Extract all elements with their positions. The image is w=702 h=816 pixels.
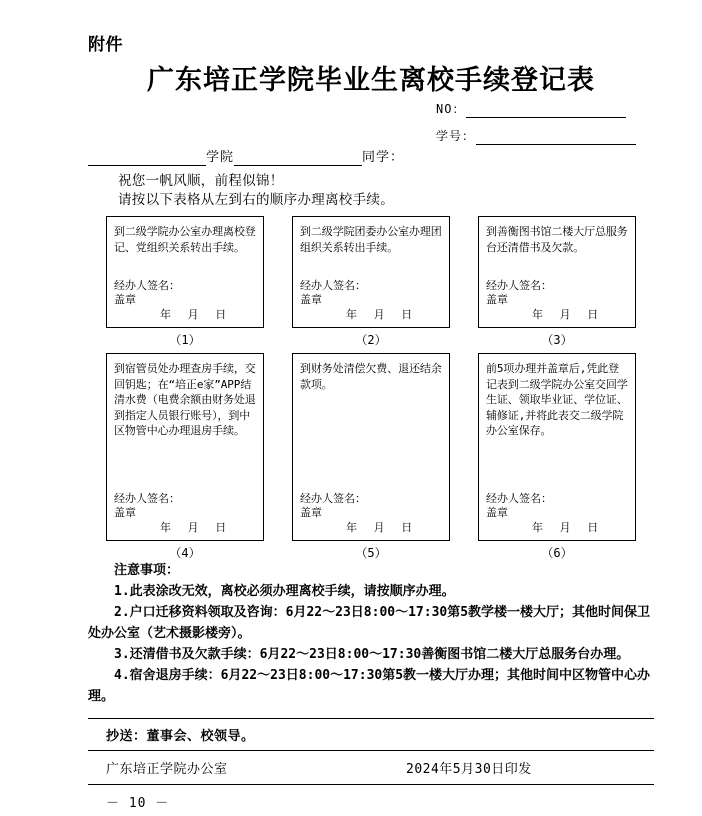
procedure-box-4[interactable] bbox=[106, 353, 264, 541]
signature-block-4 bbox=[114, 492, 256, 536]
issuer-name: 广东培正学院办公室 bbox=[106, 762, 228, 777]
procedure-body-5: 到财务处清偿欠费、退还结余款项。 bbox=[300, 362, 442, 391]
field-student-id-input-rule[interactable] bbox=[476, 131, 636, 145]
student-word: 同学： bbox=[362, 150, 405, 165]
procedure-box-5[interactable] bbox=[292, 353, 450, 541]
college-student-line bbox=[88, 146, 404, 166]
field-student-id bbox=[436, 127, 686, 145]
date-label-6: 年 月 日 bbox=[532, 520, 604, 534]
signature-label-1: 经办人签名： bbox=[114, 278, 180, 292]
procedure-body-1: 到二级学院办公室办理离校登记、党组织关系转出手续。 bbox=[114, 225, 256, 254]
notes-section bbox=[88, 560, 654, 707]
date-label-2: 年 月 日 bbox=[346, 307, 418, 321]
note-item-1: 1.此表涂改无效，离校必须办理离校手续，请按顺序办理。 bbox=[114, 584, 455, 599]
procedure-number-5: （5） bbox=[355, 546, 387, 560]
date-label-1: 年 月 日 bbox=[160, 307, 232, 321]
procedure-number-1: （1） bbox=[169, 333, 201, 347]
signature-label-6: 经办人签名： bbox=[486, 491, 552, 505]
field-no-input-rule[interactable] bbox=[466, 104, 626, 118]
issue-date: 2024年5月30日印发 bbox=[406, 762, 532, 777]
date-label-3: 年 月 日 bbox=[532, 307, 604, 321]
note-item-2: 2.户口迁移资料领取及咨询：6月22～23日8:00～17:30第5教学楼一楼大厅；其他时间保卫处办公室（艺术摄影楼旁）。 bbox=[88, 605, 651, 641]
procedure-box-6[interactable] bbox=[478, 353, 636, 541]
procedure-cell-1 bbox=[106, 216, 264, 348]
seal-label-3: 盖章 bbox=[486, 293, 508, 306]
procedure-cell-2 bbox=[292, 216, 450, 348]
procedure-box-1[interactable] bbox=[106, 216, 264, 328]
cc-line: 抄送：董事会、校领导。 bbox=[106, 729, 255, 744]
procedure-cell-3 bbox=[478, 216, 636, 348]
seal-label-6: 盖章 bbox=[486, 506, 508, 519]
procedure-cell-5 bbox=[292, 353, 450, 561]
issuer-line bbox=[88, 751, 654, 784]
document-footer bbox=[88, 718, 654, 811]
procedure-row-1 bbox=[106, 216, 636, 348]
signature-block-1 bbox=[114, 279, 256, 323]
procedure-row-2 bbox=[106, 353, 636, 561]
signature-block-6 bbox=[486, 492, 628, 536]
note-item-4: 4.宿舍退房手续：6月22～23日8:00～17:30第5教一楼大厅办理；其他时间中区物管中心办理。 bbox=[88, 668, 651, 704]
seal-label-2: 盖章 bbox=[300, 293, 322, 306]
signature-block-5 bbox=[300, 492, 442, 536]
note-item-3: 3.还清借书及欠款手续：6月22～23日8:00～17:30善衡图书馆二楼大厅总服务台办理。 bbox=[114, 647, 630, 662]
seal-label-1: 盖章 bbox=[114, 293, 136, 306]
procedure-number-3: （3） bbox=[541, 333, 573, 347]
procedure-number-2: （2） bbox=[355, 333, 387, 347]
procedure-cell-6 bbox=[478, 353, 636, 561]
procedure-grid bbox=[106, 216, 636, 561]
field-student-id-label: 学号： bbox=[436, 129, 476, 143]
procedure-cell-4 bbox=[106, 353, 264, 561]
greeting-block bbox=[118, 172, 394, 210]
seal-label-4: 盖章 bbox=[114, 506, 136, 519]
procedure-number-4: （4） bbox=[169, 546, 201, 560]
procedure-box-3[interactable] bbox=[478, 216, 636, 328]
signature-label-2: 经办人签名： bbox=[300, 278, 366, 292]
procedure-body-2: 到二级学院团委办公室办理团组织关系转出手续。 bbox=[300, 225, 442, 254]
procedure-number-6: （6） bbox=[541, 546, 573, 560]
page-title: 广东培正学院毕业生离校手续登记表 bbox=[147, 65, 595, 96]
attachment-label: 附件 bbox=[88, 35, 123, 55]
procedure-body-3: 到善衡图书馆二楼大厅总服务台还清借书及欠款。 bbox=[486, 225, 628, 254]
date-label-5: 年 月 日 bbox=[346, 520, 418, 534]
page-number: － 10 － bbox=[106, 796, 170, 811]
signature-label-4: 经办人签名： bbox=[114, 491, 180, 505]
procedure-box-2[interactable] bbox=[292, 216, 450, 328]
greeting-line-2: 请按以下表格从左到右的顺序办理离校手续。 bbox=[118, 192, 394, 208]
field-no bbox=[436, 100, 686, 118]
procedure-body-6: 前5项办理并盖章后,凭此登记表到二级学院办公室交回学生证、领取毕业证、学位证、辅修证,并将此表交二级学院办公室保存。 bbox=[486, 362, 628, 437]
greeting-line-1: 祝您一帆风顺，前程似锦！ bbox=[118, 173, 284, 189]
student-name-blank[interactable] bbox=[234, 151, 362, 166]
date-label-4: 年 月 日 bbox=[160, 520, 232, 534]
seal-label-5: 盖章 bbox=[300, 506, 322, 519]
signature-label-3: 经办人签名： bbox=[486, 278, 552, 292]
signature-label-5: 经办人签名： bbox=[300, 491, 366, 505]
signature-block-3 bbox=[486, 279, 628, 323]
id-fields-block bbox=[436, 100, 686, 154]
college-blank[interactable] bbox=[88, 151, 206, 166]
college-word: 学院 bbox=[206, 150, 235, 165]
signature-block-2 bbox=[300, 279, 442, 323]
procedure-body-4: 到宿管员处办理查房手续，交回钥匙；在“培正e家”APP结清水费（电费余额由财务处退到指定人员银行账号），到中区物管中心办理退房手续。 bbox=[114, 362, 256, 437]
field-no-label: NO： bbox=[436, 102, 466, 116]
notes-title: 注意事项： bbox=[114, 563, 180, 578]
